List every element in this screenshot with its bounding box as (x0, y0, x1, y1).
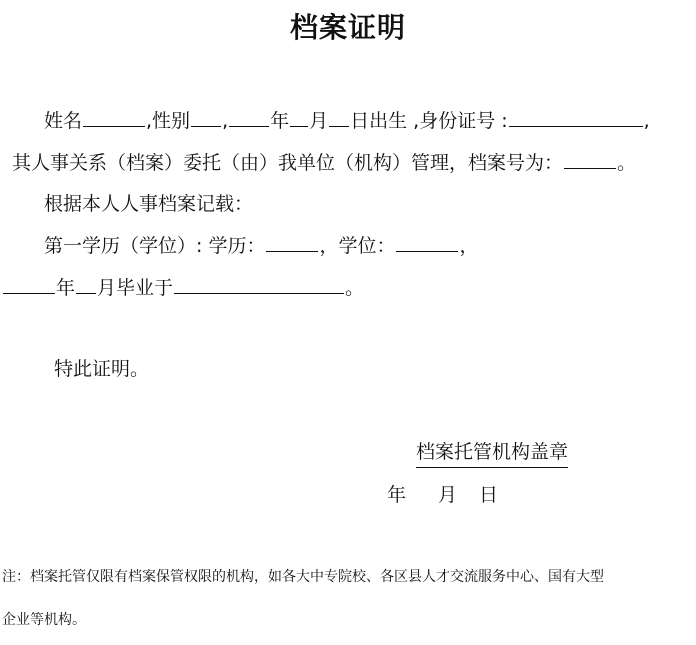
month-label: 月 (309, 110, 329, 132)
date-month: 月 (438, 484, 458, 506)
archive-relation-line (12, 148, 636, 177)
degree-label: ，学位： (319, 235, 396, 257)
note-line-2: 企业等机构。 (2, 612, 86, 628)
id-number-blank[interactable] (509, 106, 643, 127)
record-intro-text: 根据本人人事档案记载： (44, 193, 254, 215)
archive-number-blank[interactable] (564, 148, 616, 169)
school-blank[interactable] (174, 273, 344, 294)
date-line (387, 481, 498, 509)
birth-day-blank[interactable] (329, 106, 349, 127)
education-label: 第一学历（学位）: 学历： (44, 235, 266, 257)
education-blank[interactable] (266, 231, 318, 252)
record-intro-line (44, 190, 253, 218)
graduation-month-blank[interactable] (76, 273, 96, 294)
personal-info-line (44, 106, 650, 135)
id-number-label: 日出生 ,身份证号 : (350, 110, 508, 132)
education-line (44, 231, 478, 260)
period: 。 (617, 152, 637, 174)
comma: ， (459, 235, 479, 257)
date-day: 日 (479, 484, 499, 506)
name-blank[interactable] (83, 106, 145, 127)
period: 。 (345, 277, 365, 299)
year-label: 年 (56, 277, 76, 299)
comma: , (222, 110, 229, 132)
graduation-year-blank[interactable] (3, 273, 55, 294)
graduation-line (2, 273, 364, 302)
name-label: 姓名 (44, 110, 83, 132)
year-label: 年 (270, 110, 290, 132)
gender-label: ,性别 (146, 110, 191, 132)
degree-blank[interactable] (396, 231, 458, 252)
date-year: 年 (387, 484, 407, 506)
note-line-1: 注：档案托管仅限有档案保管权限的机构，如各大中专院校、各区县人才交流服务中心、国有大型 (2, 569, 604, 585)
archive-relation-text: 其人事关系（档案）委托（由）我单位（机构）管理，档案号为： (12, 152, 564, 174)
comma: , (643, 110, 650, 132)
graduated-from-label: 月毕业于 (97, 277, 174, 299)
birth-year-blank[interactable] (229, 106, 269, 127)
gender-blank[interactable] (191, 106, 221, 127)
page-title: 档案证明 (289, 11, 406, 44)
birth-month-blank[interactable] (290, 106, 308, 127)
seal-label: 档案托管机构盖章 (416, 438, 568, 468)
certify-text: 特此证明。 (54, 358, 150, 380)
